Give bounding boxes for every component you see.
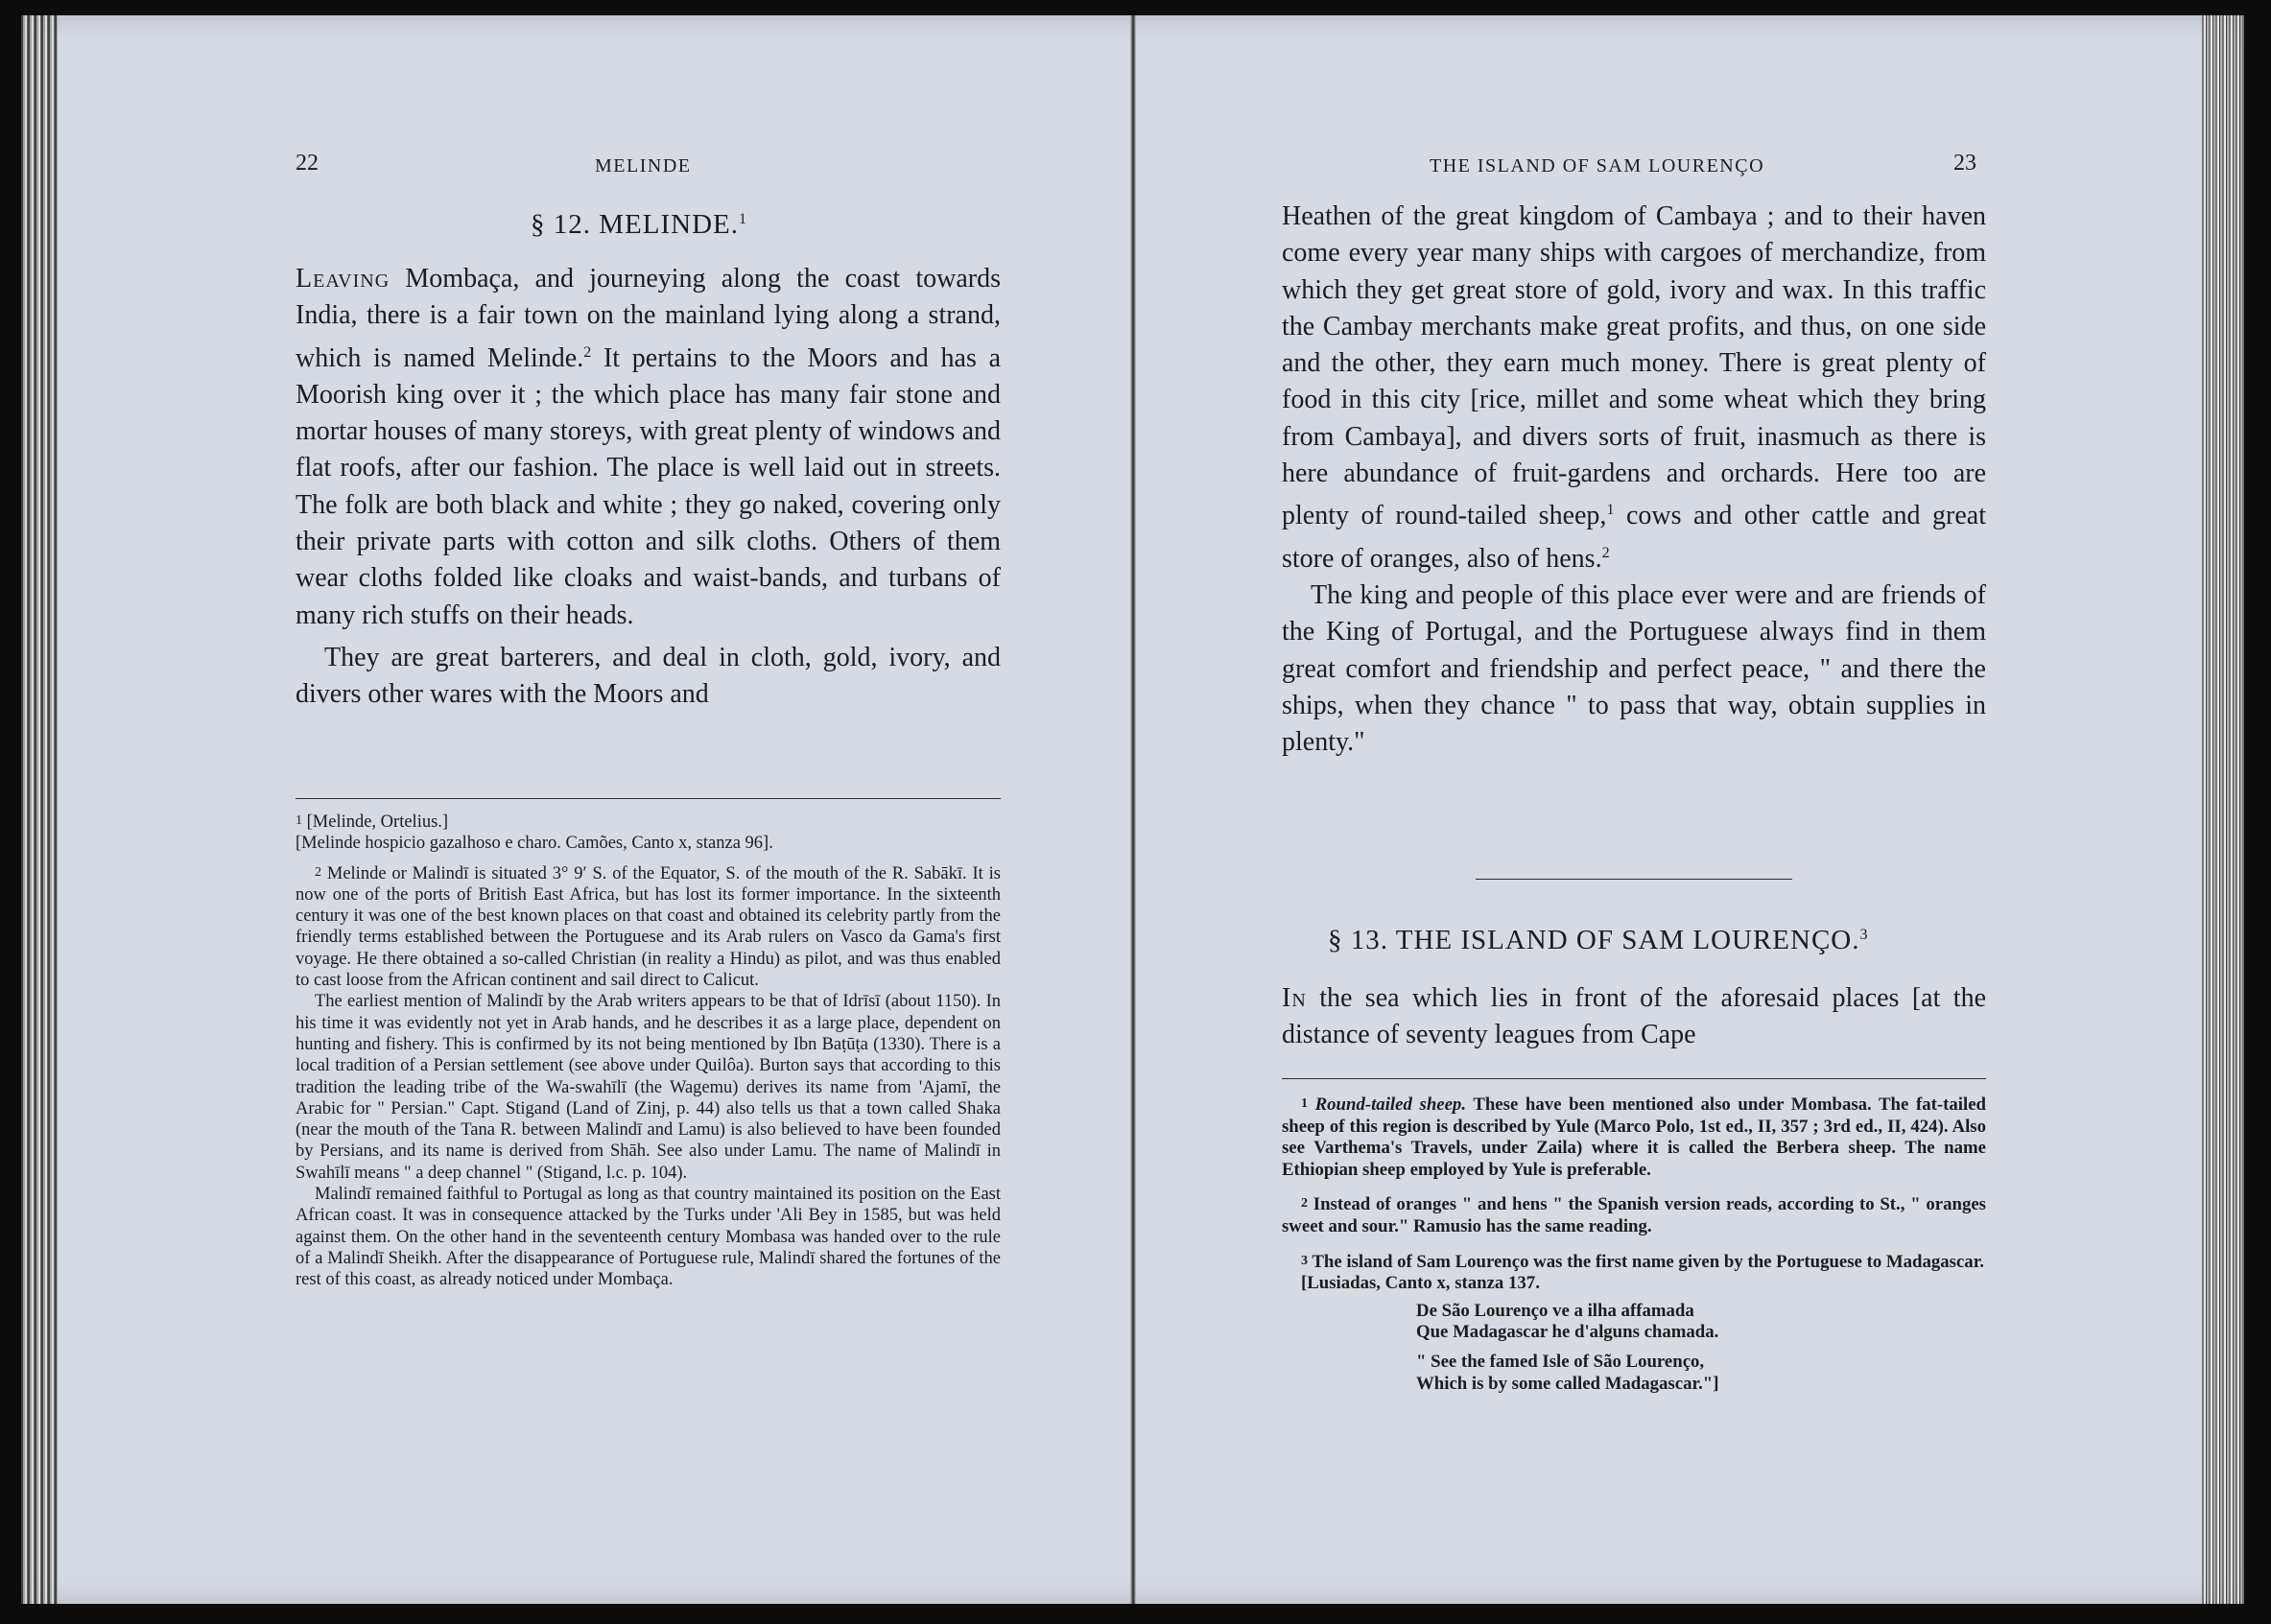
footnote-rule [1282,1078,1986,1079]
page-edges-left [21,15,58,1604]
footnotes: 1 Round-tailed sheep. These have been mentioned also under Mombasa. The fat-tailed sheep of this region is described by Yule (Marco Polo, 1st ed., II, 357 ; 3rd ed., II, 424). Also see Varthema's Travels, under Zaila) where it is called the Berbera sheep. The name Ethiopian sheep employed by Yule is preferable. 2 Instead of oranges " and hens " the Spanish version reads, according to St., " oranges sweet and sour." Ramusio has the same reading. 3 The island of Sam Lourenço was the first name given by the Portuguese to Madagascar. [Lusiadas, Canto x, stanza 137. De São Lourenço ve a ilha affamada Que Madagascar he d'alguns chamada. " See the famed Isle of São Lourenço, Which is by some called Madagascar."] [1282,1094,1986,1394]
book-gutter [1130,15,1136,1604]
footnotes: 1 [Melinde, Ortelius.] [Melinde hospicio gazalhoso e charo. Camões, Canto x, stanza 96]. 2 Melinde or Malindī is situated 3° 9′ S. of the Equator, S. of the mouth of the R. Sabākī. It is now one of the ports of British East Africa, but has lost its former importance. In the sixteenth century it was one of the best known places on that coast and obtained its celebrity partly from the friendly terms established between the Portuguese and its Arab rulers on Vasco da Gama's first voyage. He there obtained a so-called Christian (in reality a Hindu) as pilot, and was thus enabled to cast loose from the African continent and sail direct to Calicut. The earliest mention of Malindī by the Arab writers appears to be that of Idrīsī (about 1150). In his time it was evidently not yet in Arab hands, and he describes it as a large place, dependent on hunting and fishery. This is confirmed by its not being mentioned by Ibn Baṭūṭa (1330). There is a local tradition of a Persian settlement (see above under Quilôa). Burton says that according to this tradition the leading tribe of the Wa-swahīlī (the Wagemu) derives its name from 'Ajamī, the Arabic for " Persian." Capt. Stigand (Land of Zinj, p. 44) also tells us that a town called Shaka (near the mouth of the Tana R. between Malindī and Lamu) is also believed to have been founded by Persians, and its name is derived from Shāh. See also under Lamu. The name of Malindī in Swahīlī means " a deep channel " (Stigand, l.c. p. 104). Malindī remained faithful to Portugal as long as that country maintained its position on the East African coast. It was in consequence attacked by the Turks under 'Ali Bey in 1585, but was held against them. On the other hand in the seventeenth century Mombasa was handed over to the rule of a Malindī Sheikh. After the disappearance of Portuguese rule, Malindī shared the fortunes of the rest of this coast, as already noticed under Mombaça. [296,812,1001,1290]
body-text: Leaving Mombaça, and journeying along the coast towards India, there is a fair town on the mainland lying along a strand, which is named Melinde.$^2$ It pertains to the Moors and has a Moorish king over it ; the which place has many fair stone and mortar houses of many storeys, with great plenty of windows and flat roofs, after our fashion. The place is well laid out in streets. The folk are both black and white ; they go naked, covering only their private parts with cotton and silk cloths. Others of them wear cloths folded like cloaks and waist-bands, and turbans of many rich stuffs on their heads. They are great barterers, and deal in cloth, gold, ivory, and divers other wares with the Moors and [296,264,1001,710]
body-text-section-13: In the sea which lies in front of the aforesaid places [at the distance of seventy leagues from Cape [1282,983,1986,1050]
page-number: 23 [1953,151,1976,176]
page-number: 22 [296,151,319,176]
body-text: Heathen of the great kingdom of Cambaya ; and to their haven come every year many ships with cargoes of merchandize, from which they get great store of gold, ivory and wax. In this traffic the Cambay merchants make great profits, and thus, on one side and the other, they earn much money. There is great plenty of food in this city [rice, millet and some wheat which they bring from Cambaya], and divers sorts of fruit, inasmuch as there is here abundance of fruit-gardens and orchards. Here too are plenty of round-tailed sheep,$^1$ cows and other cattle and great store of oranges, also of hens.$^2$ The king and people of this place ever were and are friends of the King of Portugal, and the Portuguese always find in them great comfort and friendship and perfect peace, " and there the ships, when they chance " to pass that way, obtain supplies in plenty." [1282,201,1987,758]
footnote-rule [296,798,1001,799]
running-head: MELINDE [595,155,692,177]
running-head: THE ISLAND OF SAM LOURENÇO [1430,155,1765,177]
section-divider [1476,879,1792,880]
page-edges-right [2202,15,2244,1604]
section-heading: § 13. THE ISLAND OF SAM LOURENÇO.$^3$ [1328,925,1869,955]
section-heading: § 12. MELINDE.$^1$ [531,209,747,240]
